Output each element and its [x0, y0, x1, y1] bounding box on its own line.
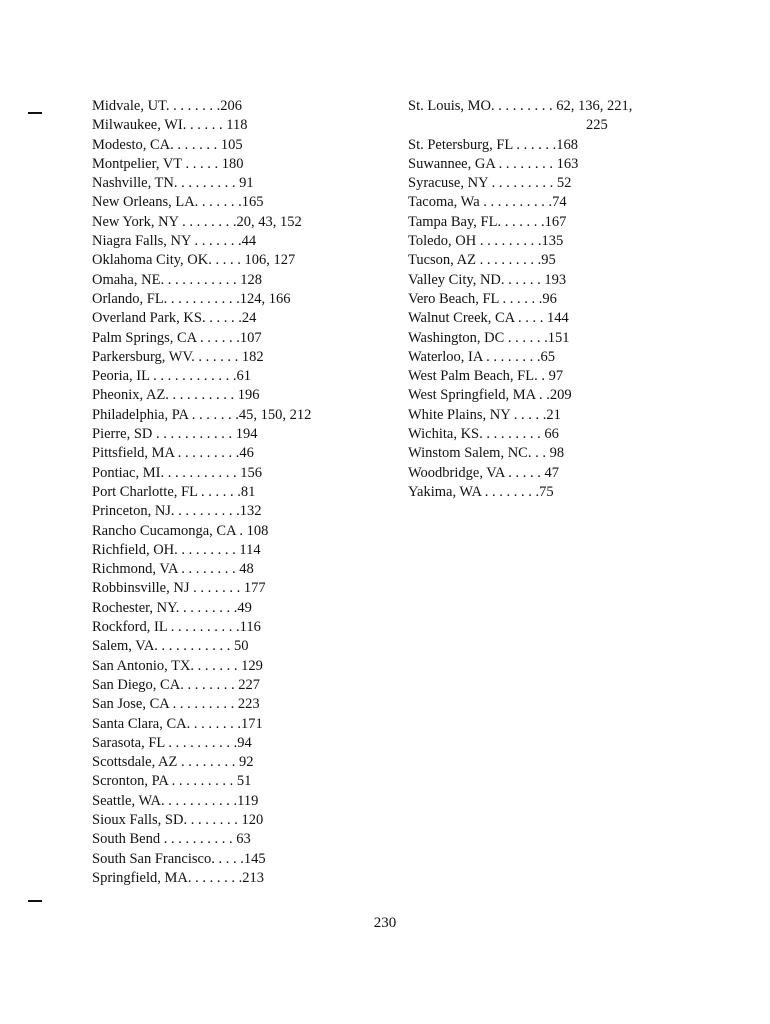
- index-entry: Vero Beach, FL . . . . . .96: [408, 290, 557, 307]
- index-entry: Pierre, SD . . . . . . . . . . . 194: [92, 426, 258, 443]
- index-entry: Modesto, CA. . . . . . . 105: [92, 136, 243, 153]
- index-entry: Tacoma, Wa . . . . . . . . . .74: [408, 194, 567, 211]
- index-entry: New York, NY . . . . . . . .20, 43, 152: [92, 213, 302, 230]
- index-entry: Philadelphia, PA . . . . . . .45, 150, 212: [92, 406, 312, 423]
- index-entry: Valley City, ND. . . . . . 193: [408, 271, 567, 288]
- index-entry: 225: [586, 117, 608, 134]
- index-entry: Milwaukee, WI. . . . . . 118: [92, 117, 248, 134]
- index-entry: St. Petersburg, FL . . . . . .168: [408, 136, 578, 153]
- margin-mark-bottom: [28, 900, 42, 902]
- index-entry: Tampa Bay, FL. . . . . . .167: [408, 213, 567, 230]
- index-entry: Wichita, KS. . . . . . . . . 66: [408, 426, 559, 443]
- index-entry: San Antonio, TX. . . . . . . 129: [92, 657, 263, 674]
- index-entry: West Palm Beach, FL. . 97: [408, 368, 564, 385]
- index-entry: Tucson, AZ . . . . . . . . .95: [408, 252, 556, 269]
- index-entry: Pontiac, MI. . . . . . . . . . . 156: [92, 464, 262, 481]
- index-entry: New Orleans, LA. . . . . . .165: [92, 194, 264, 211]
- index-entry: Yakima, WA . . . . . . . .75: [408, 483, 554, 500]
- index-column-left: [92, 97, 382, 888]
- index-entry: Rancho Cucamonga, CA . 108: [92, 522, 269, 539]
- index-entry: Pheonix, AZ. . . . . . . . . . 196: [92, 387, 260, 404]
- index-entry: Winstom Salem, NC. . . 98: [408, 445, 565, 462]
- index-entry: South San Francisco. . . . .145: [92, 850, 266, 867]
- page-number: 230: [373, 915, 397, 931]
- index-entry: Scottsdale, AZ . . . . . . . . 92: [92, 754, 254, 771]
- index-entry: Oklahoma City, OK. . . . . 106, 127: [92, 252, 296, 269]
- index-entry: Woodbridge, VA . . . . . 47: [408, 464, 559, 481]
- index-entry: Princeton, NJ. . . . . . . . . .132: [92, 503, 262, 520]
- index-entry: Robbinsville, NJ . . . . . . . 177: [92, 580, 266, 597]
- index-entry: Seattle, WA. . . . . . . . . . .119: [92, 792, 259, 809]
- index-entry: San Jose, CA . . . . . . . . . 223: [92, 696, 260, 713]
- index-entry: Waterloo, IA . . . . . . . .65: [408, 348, 556, 365]
- index-entry: Syracuse, NY . . . . . . . . . 52: [408, 175, 572, 192]
- index-entry: Sarasota, FL . . . . . . . . . .94: [92, 734, 252, 751]
- index-entry: Omaha, NE. . . . . . . . . . . 128: [92, 271, 262, 288]
- index-entry: Santa Clara, CA. . . . . . . .171: [92, 715, 263, 732]
- index-entry: Nashville, TN. . . . . . . . . 91: [92, 175, 254, 192]
- index-entry: Rockford, IL . . . . . . . . . .116: [92, 619, 261, 636]
- index-entry: St. Louis, MO. . . . . . . . . 62, 136, 221,: [408, 98, 633, 114]
- index-entry: Scronton, PA . . . . . . . . . 51: [92, 773, 252, 790]
- index-entry: Walnut Creek, CA . . . . 144: [408, 310, 569, 327]
- index-entry: Rochester, NY. . . . . . . . .49: [92, 599, 252, 616]
- index-entry: Sioux Falls, SD. . . . . . . . 120: [92, 811, 264, 828]
- index-entry: West Springfield, MA . .209: [408, 387, 572, 404]
- index-entry: San Diego, CA. . . . . . . . 227: [92, 676, 260, 693]
- index-entry: Suwannee, GA . . . . . . . . 163: [408, 155, 579, 172]
- index-entry: Niagra Falls, NY . . . . . . .44: [92, 233, 257, 250]
- index-entry: Peoria, IL . . . . . . . . . . . .61: [92, 368, 251, 385]
- index-entry: Richfield, OH. . . . . . . . . 114: [92, 541, 261, 558]
- index-entry: Washington, DC . . . . . .151: [408, 329, 570, 346]
- index-column-right: [408, 97, 698, 502]
- index-entry: Pittsfield, MA . . . . . . . . .46: [92, 445, 254, 462]
- index-entry: Toledo, OH . . . . . . . . .135: [408, 233, 564, 250]
- index-entry: Port Charlotte, FL . . . . . .81: [92, 483, 256, 500]
- index-entry: Palm Springs, CA . . . . . .107: [92, 329, 262, 346]
- margin-mark-top: [28, 112, 42, 114]
- index-entry: White Plains, NY . . . . .21: [408, 406, 561, 423]
- index-entry: Midvale, UT. . . . . . . .206: [92, 98, 242, 114]
- index-entry: Overland Park, KS. . . . . .24: [92, 310, 257, 327]
- index-entry: Springfield, MA. . . . . . . .213: [92, 869, 264, 886]
- index-entry: Richmond, VA . . . . . . . . 48: [92, 561, 254, 578]
- index-entry: Montpelier, VT . . . . . 180: [92, 155, 244, 172]
- index-entry: Salem, VA. . . . . . . . . . . 50: [92, 638, 249, 655]
- index-entry: Orlando, FL. . . . . . . . . . .124, 166: [92, 290, 291, 307]
- index-entry: South Bend . . . . . . . . . . 63: [92, 831, 251, 848]
- index-entry: Parkersburg, WV. . . . . . . 182: [92, 348, 264, 365]
